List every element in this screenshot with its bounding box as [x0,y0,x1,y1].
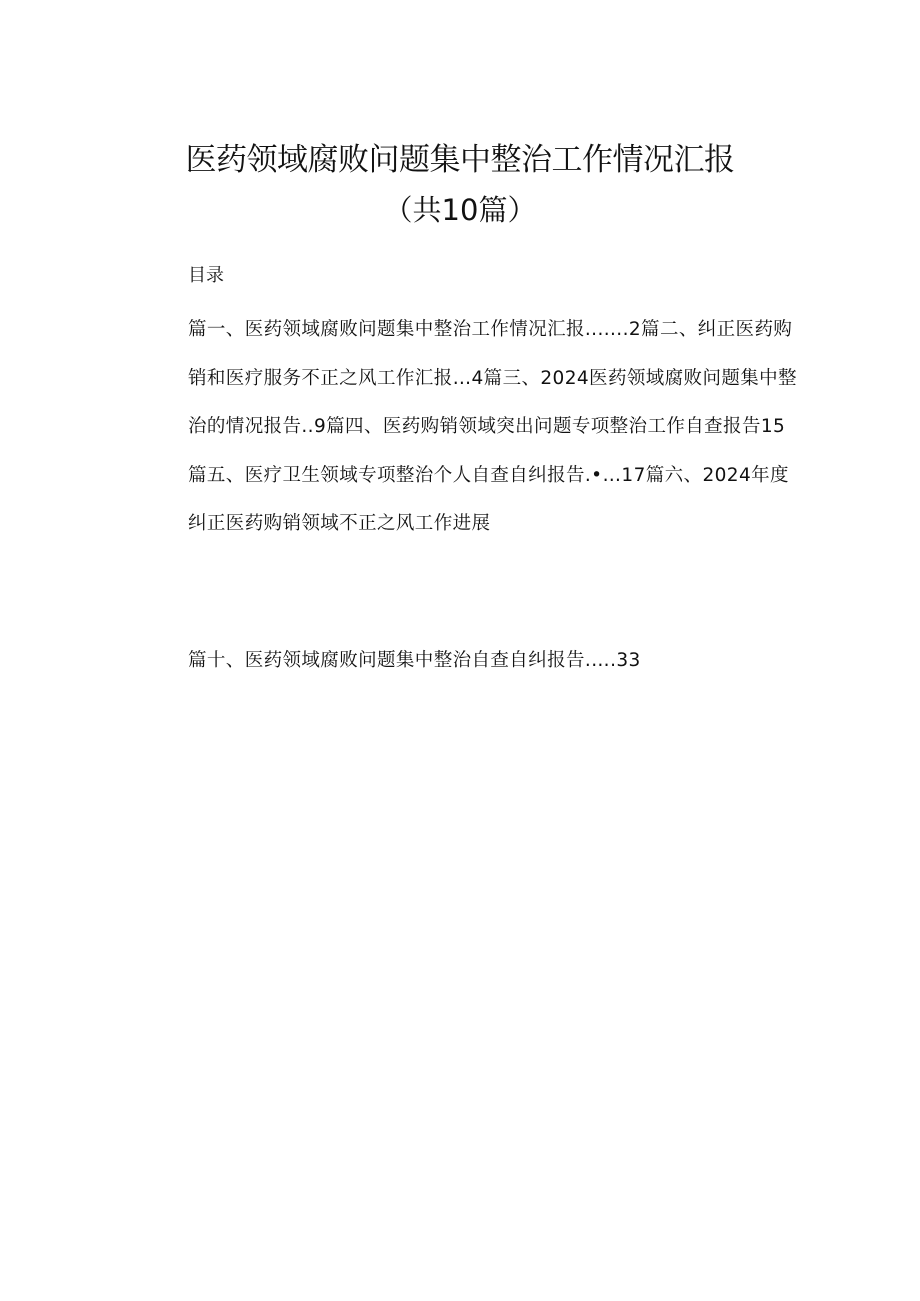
document-subtitle-count: （共10篇） [383,193,537,227]
toc-entry-6: 篇六、2024年度纠正医药购销领域不正之风工作进展 [188,464,789,534]
toc-entry-3: 篇三、2024医药领域腐败问题集中整治的情况报告..9 [188,367,797,437]
toc-heading: 目录 [188,265,224,286]
toc-entry-5: 篇五、医疗卫生领域专项整治个人自查自纠报告.•…17 [188,464,646,486]
toc-entry-1: 篇一、医药领域腐败问题集中整治工作情况汇报.......2 [188,319,642,340]
toc-entry-10: 篇十、医药领域腐败问题集中整治自查自纠报告.….33 [188,650,641,671]
document-title: 医药领域腐败问题集中整治工作情况汇报 [185,142,735,178]
toc-entries [188,306,803,549]
toc-entry-4: 篇四、医药购销领域突出问题专项整治工作自查报告15 [326,416,786,437]
toc-entry-2: 篇二、纠正医药购销和医疗服务不正之风工作汇报…4 [188,319,793,389]
